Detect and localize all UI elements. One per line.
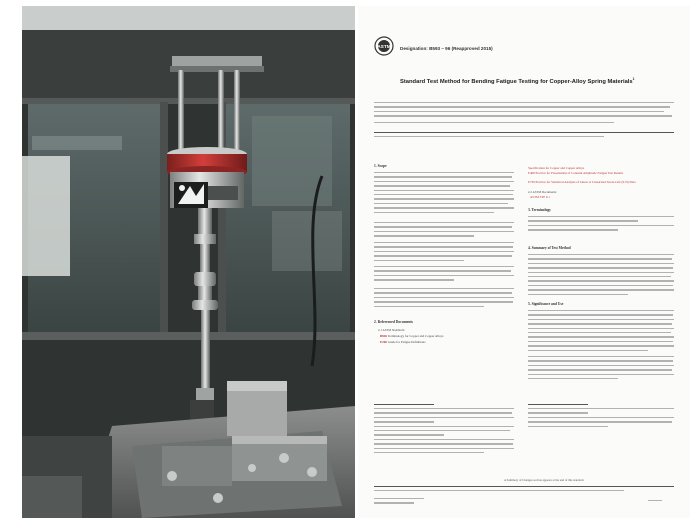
section-summary-heading: 4. Summary of Test Method: [528, 246, 571, 250]
fatigue-machine-illustration: [22, 6, 355, 518]
copyright-line: [374, 490, 674, 494]
license-lines: [374, 498, 434, 507]
section-referenced-documents-heading: 2. Referenced Documents: [374, 320, 413, 324]
right-ref-3: E739 Practice for Statistical Analysis of Linear or Linearized Stress-Life (S-N) Data: [528, 180, 636, 184]
intro-notice: [374, 136, 674, 140]
reference-b846: [380, 334, 514, 338]
svg-text:ASTM: ASTM: [377, 45, 391, 51]
title-footnote-marker: 1: [632, 77, 635, 81]
right-ref-5: ASTM STP 9.1: [530, 195, 550, 199]
summary-text: [528, 254, 674, 298]
document-title: [400, 76, 640, 86]
section-significance-heading: 5. Significance and Use: [528, 302, 564, 306]
right-ref-4: 2.2 ASTM Documents:: [528, 190, 557, 194]
reference-b846-code: B846: [380, 334, 387, 338]
significance-text: [528, 310, 674, 354]
section-terminology-heading: 3. Terminology: [528, 208, 551, 212]
right-footnote-divider: [528, 404, 588, 405]
fatigue-machine-photo: [22, 6, 355, 518]
title-text: Standard Test Method for Bending Fatigue Testing for Copper-Alloy Spring Materials: [400, 78, 633, 85]
reference-e206-code: E206: [380, 340, 387, 344]
section-scope-heading: 1. Scope: [374, 164, 387, 168]
intro-divider: [374, 132, 674, 133]
astm-standards-label: 2.1 ASTM Standards:: [378, 328, 405, 332]
page-number: [648, 500, 668, 504]
summary-of-changes-notice: A Summary of Changes section appears at the end of this standard.: [503, 478, 585, 482]
scope-paragraph-2: [374, 242, 514, 264]
intro-paragraph: [374, 102, 674, 120]
significance-text-2: [528, 356, 674, 382]
intro-note: [374, 122, 674, 126]
astm-logo-icon: [374, 36, 394, 56]
left-footnote-divider: [374, 404, 434, 405]
reference-e206-text: Guide for Fatigue Definitions: [387, 340, 426, 344]
right-footnotes: [528, 408, 674, 430]
right-ref-1: Specification for Copper and Copper Alloys: [528, 166, 585, 170]
designation-line: Designation: B593 – 96 (Reapproved 2015): [400, 46, 493, 51]
scope-paragraph-4: [374, 288, 514, 310]
scope-paragraph-3: [374, 266, 514, 284]
scope-text: [374, 172, 514, 216]
reference-b846-text: Terminology for Copper and Copper Alloys: [387, 334, 444, 338]
terminology-text: [528, 216, 674, 234]
astm-document-page: [358, 6, 690, 518]
scope-note: [374, 222, 514, 240]
right-ref-2: E468 Practice for Presentation of Constant Amplitude Fatigue Test Results: [528, 171, 624, 175]
left-footnotes: [374, 408, 514, 456]
reference-e206: [380, 340, 514, 344]
page-footer-divider: [374, 486, 674, 487]
